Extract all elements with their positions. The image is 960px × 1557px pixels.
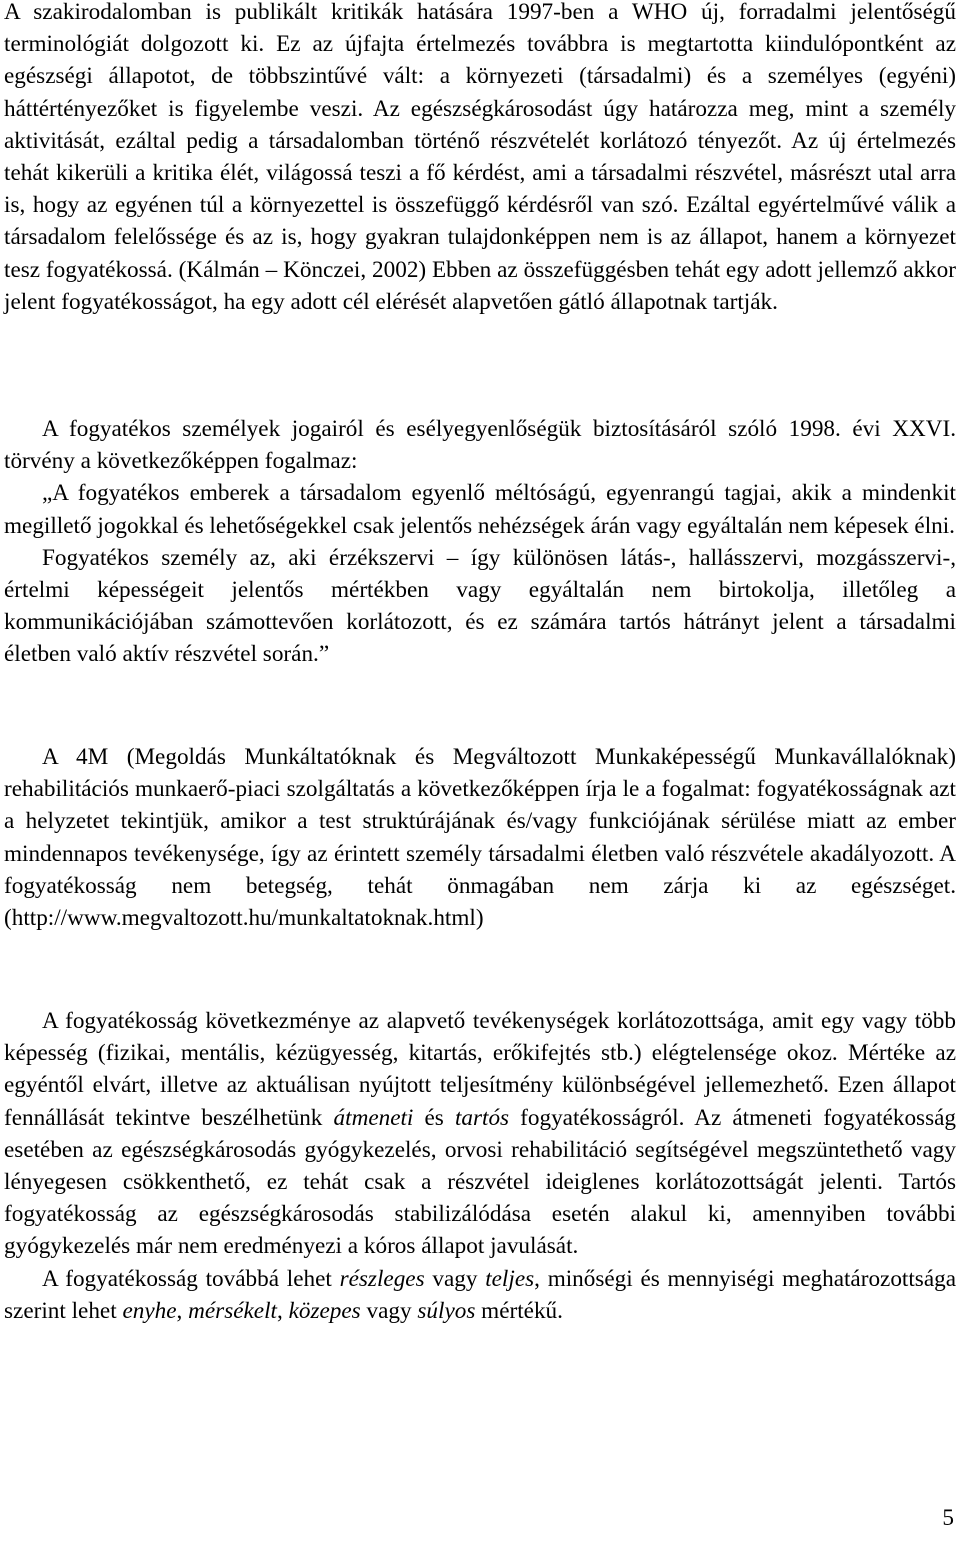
term-partial: részleges <box>339 1265 425 1292</box>
term-severe: súlyos <box>417 1297 476 1324</box>
term-mild: enyhe <box>122 1297 177 1324</box>
term-medium: közepes <box>288 1297 361 1324</box>
term-permanent: tartós <box>454 1104 510 1131</box>
sentence: A szakirodalomban is publikált kritikák hatására 1997-ben a WHO új, forradalmi jelentőségű terminológiát dolgozott ki. Ez az újfajta értelmezés továbbra is megtartotta kiindulópontként az egészségi állapotot, de többszintűvé vált: a környezeti (társadalmi) és a személyes (egyéni) háttértényezőket is figyelembe veszi. <box>4 0 956 122</box>
paragraph-4m-definition: A 4M (Megoldás Munkáltatóknak és Megváltozott Munkaképességű Munkavállalóknak) rehabilitációs munkaerő-piaci szolgáltatás a következőképpen írja le a fogalmat: fogyatékosságnak azt a helyzetet tekintjük, amikor a test struktúrájának és/vagy funkciójának sérülése miatt az ember mindennapos tevékenysége, így az érintett személy társadalmi életben való részvétele akadályozott. A fogyatékosság nem betegség, tehát önmagában nem zárja ki az egészséget. (http://www.megvaltozott.hu/munkaltatoknak.html) <box>4 744 956 932</box>
sentence: Az egészségkárosodást úgy határozza meg, mint a személy aktivitását, ezáltal pedig a társadalomban történő részvételét korlátozó tényezőt. <box>4 95 956 154</box>
sentence: (Kálmán – Könczei, 2002) Ebben az összefüggésben tehát egy adott jellemző akkor jelent fogyatékosságot, ha egy adott cél elérését alapvetően gátló állapotnak tartják. <box>4 256 957 315</box>
paragraph-law-definition <box>4 413 956 671</box>
sentence: Az új értelmezés tehát kikerüli a kritika élét, világossá teszi a fő kérdést, ami a társadalmi részvétel, másrészt utal arra is, hogy az egyénen túl a környezettel is összefüggő kérdésről van szó. <box>4 127 956 219</box>
law-intro: A fogyatékos személyek jogairól és esélyegyenlőségük biztosításáról szóló 1998. évi XXVI. törvény a következőképpen fogalmaz: <box>4 416 956 475</box>
sentence: Ezáltal egyértelművé válik a társadalom felelőssége és az is, hogy gyakran tulajdonképpen nem is az állapot, hanem a környezet tesz fogyatékossá. <box>4 192 957 283</box>
paragraph-consequences <box>4 1005 956 1327</box>
page-number: 5 <box>942 1505 954 1531</box>
consequence-text: A fogyatékosság következménye az alapvető tevékenységek korlátozottsága, amit egy vagy több képesség (fizikai, mentális, kézügyesség, kitartás, erőkifejtés stb.) elégtelensége okoz. Mértéke az egyéntől elvárt, illetve az aktuálisan nyújtott teljesítmény különbségével jellemezhető. Ezen állapot fennállását tekintve beszélhetünk átmeneti és tartós fogyatékosságról. Az átmeneti fogyatékosság esetében az egészségkárosodás gyógykezelés, orvosi rehabilitáció segítségével megszüntethető vagy lényegesen csökkenthető, ez tehát csak a részvétel ideiglenes korlátozottságát jelenti. Tartós fogyatékosság az egészségkárosodás stabilizálódása esetén alakul ki, amennyiben további gyógykezelés már nem eredményezi a kóros állapot javulását. <box>4 1008 956 1260</box>
severity-text: A fogyatékosság továbbá lehet részleges vagy teljes, minőségi és mennyiségi meghatározottsága szerint lehet enyhe, mérsékelt, közepes vagy súlyos mértékű. <box>4 1265 957 1324</box>
paragraph-who-terminology <box>4 0 956 318</box>
law-quote-second: Fogyatékos személy az, aki érzékszervi – így különösen látás-, hallásszervi, mozgásszervi-, értelmi képességeit jelentős mértékben vagy egyáltalán nem birtokolja, illetőleg a kommunikációjában számottevően korlátozott, és ez számára tartós hátrányt jelent a társadalmi életben való aktív részvétel során.” <box>4 544 956 668</box>
term-moderate: mérsékelt <box>188 1297 277 1324</box>
law-quote-first: „A fogyatékos emberek a társadalom egyenlő méltóságú, egyenrangú tagjai, akik a mindenkit megillető jogokkal és lehetőségekkel csak jelentős nehézségek árán vagy egyáltalán nem képesek élni. <box>4 480 956 539</box>
term-temporary: átmeneti <box>333 1104 414 1131</box>
term-full: teljes <box>485 1265 535 1292</box>
